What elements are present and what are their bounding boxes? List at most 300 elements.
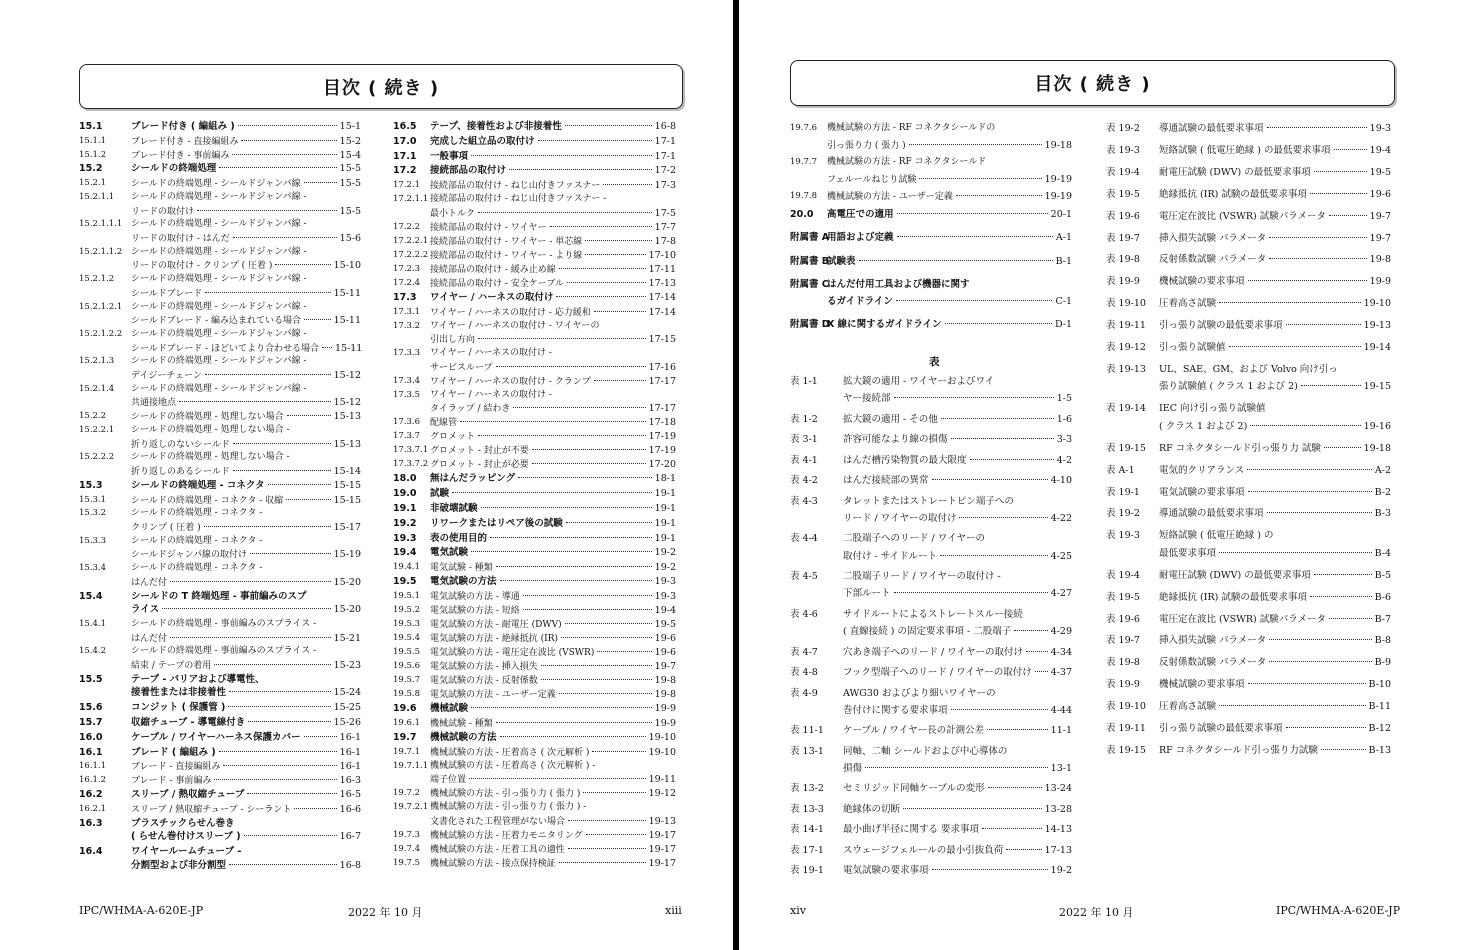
section-number: 19.6.1 [393,717,421,728]
table-number: 表 19-8 [1106,657,1140,669]
toc-entry [393,746,676,760]
section-number: 15.5 [79,673,103,685]
page-ref: 19-3 [654,591,676,602]
table-list-entry [1106,166,1391,184]
entry-title: 文書化された工程管理がない場合 [430,816,566,827]
entry-title: シールドブレード - ほどいてより合わせる場合 [131,343,319,354]
page-ref: B-4 [1374,547,1391,559]
dot-leader [1219,302,1361,303]
section-number: 19.7.8 [790,191,818,201]
entry-title: 最小トルク [430,208,475,219]
dot-leader [541,665,652,666]
page-title: 目次 ( 続き ) [79,64,683,109]
entry-title: プラスチックらせん巻き [131,817,235,829]
page-ref: 19-6 [654,633,676,644]
page-ref: B-6 [1374,591,1391,603]
entry-title: 挿入損失試験 パラメータ [1159,232,1267,244]
entry-title: シールドの終端処理 - コネクタ - 収縮 [131,495,284,506]
section-number: 19.5.5 [393,647,421,657]
dot-leader [566,522,652,523]
table-list-entry [1106,341,1391,359]
toc-entry [393,532,676,546]
toc-entry [79,817,361,844]
entry-title: 機械試験の方法 - 引っ張り力 ( 張力 ) - [430,802,587,813]
toc-entry [79,845,361,872]
section-number: 15.2.2 [79,411,107,422]
section-number: 17.1 [393,150,417,162]
entry-title: IEC 向け引っ張り試験値 [1159,403,1266,415]
dot-leader [1267,127,1367,128]
section-number: 19.4.1 [393,562,421,573]
page-ref: B-1 [1055,255,1072,267]
dot-leader [478,435,646,436]
dot-leader [518,477,652,478]
page-ref: 15-2 [339,135,361,147]
dot-leader [1035,671,1048,672]
page-ref: 1-6 [1056,413,1072,425]
section-number: 19.2 [393,517,417,529]
dot-leader [460,421,646,422]
toc-entry [393,760,676,787]
page-ref: 15-13 [333,411,361,423]
page-ref: 15-25 [333,702,361,714]
entry-title: 電気試験 [430,547,469,559]
toc-entry [393,546,676,560]
page-ref: 13-28 [1044,803,1072,815]
entry-title: 最低要求事項 [1159,547,1217,559]
entry-title: 拡大鏡の適用 - ワイヤーおよびワイ [843,376,995,387]
dot-leader [228,706,330,707]
page-ref: 15-14 [333,465,361,477]
dot-leader [204,526,331,527]
section-number: 15.3.3 [79,535,107,546]
table-list-entry [790,375,1072,409]
dot-leader [205,374,331,375]
page-ref: 17-17 [648,403,676,415]
dot-leader [1229,346,1361,347]
page-ref: 4-22 [1050,512,1072,524]
page-ref: 17-10 [648,249,676,261]
toc-entry [79,673,361,700]
section-number: 17.3.7 [393,431,421,442]
toc-entry [393,249,676,263]
table-number: 表 19-12 [1106,342,1146,353]
table-number: 表 4-4 [790,533,818,545]
table-list-entry [790,570,1072,604]
section-number: 17.2.2.1 [393,235,429,246]
table-number: 表 19-9 [1106,679,1140,691]
entry-title: 共通接地点 [131,398,177,409]
dot-leader [903,808,1042,809]
section-number: 19.7.4 [393,843,421,854]
section-number: 15.1 [79,121,103,132]
section-number: 19.3 [393,532,417,544]
page-ref: 19-19 [1044,191,1072,202]
entry-title: 機械試験の方法 [430,731,497,743]
toc-entry [393,291,676,305]
entry-title: 接続部品の取付け - 緩み止め線 [430,264,556,275]
toc-entry [79,273,361,300]
entry-title: RF コネクタシールド引っ張り力試験 [1159,744,1318,756]
entry-title: 反射係数試験 パラメータ [1159,657,1267,669]
toc-entry [79,162,361,176]
section-number: 17.3.6 [393,417,421,428]
section-number: 17.3.3 [393,348,421,359]
dot-leader [523,609,652,610]
page-ref: 15-20 [333,576,361,588]
entry-title: シールドの終端処理 - シールドジャンパ線 - [131,383,307,394]
page-ref: 15-11 [334,342,363,354]
table-number: 表 4-2 [790,475,818,487]
table-list-entry [1106,656,1391,674]
section-number: 19.6 [393,703,417,714]
entry-title: ( 直線接続 ) の固定要求事項 - 二股端子 [843,625,1012,637]
dot-leader [1219,705,1366,706]
toc-entry [393,263,676,277]
section-number: 15.4 [79,590,103,602]
section-number: 19.7.6 [790,123,818,133]
entry-title: 耐電圧試験 (DWV) の最低要求事項 [1159,569,1311,581]
entry-title: 非破壊試験 [430,503,478,514]
entry-title: シールドの終端処理 - 処理しない場合 - [131,452,290,463]
table-list-entry [1106,486,1391,504]
page-ref: 1-5 [1056,393,1072,405]
section-number: 17.0 [393,135,417,147]
dot-leader [304,736,337,737]
toc-entry [79,135,361,149]
table-number: 表 17-1 [790,844,824,856]
dot-leader [594,311,646,312]
footer-page-number: xiii [665,904,682,917]
entry-title: スウェージフェルールの最小引抜負荷 [843,844,1004,856]
dot-leader [532,463,646,464]
page-ref: B-5 [1374,569,1391,581]
page-ref: 17-20 [648,459,676,471]
page-ref: 19-9 [1369,276,1391,288]
section-number: 19.0 [393,488,417,500]
entry-title: 機械試験の方法 - RF コネクタシールドの [827,123,996,133]
table-list-entry [790,864,1072,881]
entry-title: 接続部品の取付け - 安全ケーブル [430,278,564,289]
dot-leader [490,537,652,538]
entry-title: ブレード付き ( 編組み ) [131,121,235,132]
dot-leader [1026,651,1048,652]
entry-title: 機械試験の方法 - 接点保持検証 [430,858,556,869]
entry-title: 電気試験の方法 - 挿入損失 [430,662,538,672]
toc-entry [79,701,361,715]
page-ref: 17-3 [654,180,676,192]
entry-title: 試験表 [827,255,856,267]
table-number: 表 19-14 [1106,403,1146,415]
page-ref: 19-18 [1363,442,1391,454]
table-list-entry [790,433,1072,450]
dot-leader [568,848,646,849]
section-number: 15.2.1.2.1 [79,301,123,312]
section-number: 附属書 D [790,319,830,330]
dot-leader [1329,618,1372,619]
toc-entry [393,660,676,674]
section-number: 17.3.2 [393,320,421,331]
dot-leader [909,144,1042,145]
toc-entry [393,561,676,575]
page-ref: 15-5 [339,163,361,175]
toc-entry [393,857,676,871]
entry-title: 引っ張り力 ( 張力 ) [827,140,906,151]
entry-title: ワイヤー / ハーネスの取付け - [430,348,552,359]
page-ref: 19-4 [654,605,676,616]
page-ref: A-2 [1374,464,1391,476]
page-ref: 19-9 [654,717,676,729]
page-ref: 15-21 [333,632,361,644]
dot-leader [304,319,331,320]
dot-leader [987,729,1048,730]
section-number: 15.2.1.1 [79,192,115,202]
section-number: 15.4.1 [79,619,107,629]
dot-leader [1269,639,1371,640]
toc-entry [790,122,1072,155]
table-number: 表 19-10 [1106,298,1146,310]
entry-title: ケーブル / ワイヤー長の計測公差 [843,725,985,737]
table-number: 表 3-1 [790,434,818,446]
section-number: 17.2.1 [393,180,421,191]
section-number: 18.0 [393,473,417,485]
toc-entry [393,590,676,604]
dot-leader [1248,280,1367,281]
dot-leader [322,347,332,348]
footer-doc-id: IPC/WHMA-A-620E-JP [79,904,204,917]
table-list-entry [1106,402,1391,437]
page-ref: 17-1 [654,150,676,162]
dot-leader [496,722,652,723]
page-ref: 19-5 [1369,166,1391,178]
section-number: 16.0 [79,731,103,743]
entry-title: シールドの終端処理 - シールドジャンパ線 - [131,301,307,312]
entry-title: 導通試験の最低要求事項 [1159,508,1264,520]
page-ref: 17-14 [648,291,676,303]
entry-title: 耐電圧試験 (DWV) の最低要求事項 [1159,166,1311,178]
dot-leader [248,721,330,722]
page-ref: 15-15 [333,494,361,506]
entry-title: 絶縁体の切断 [843,803,901,815]
section-number: 19.7.7 [790,157,818,167]
dot-leader [162,608,330,609]
entry-title: 電気試験の方法 - 電圧定在波比 (VSWR) [430,648,595,658]
footer-doc-id: IPC/WHMA-A-620E-JP [1276,904,1401,917]
entry-title: デイジーチェーン [131,370,202,381]
entry-title: 電気試験の方法 - ユーザー定義 [430,690,556,700]
toc-entry [79,301,361,328]
dot-leader [287,415,331,416]
table-list-entry [1106,613,1391,631]
page-ref: 19-1 [654,532,676,544]
entry-title: フェルールねじり試験 [827,174,917,185]
entry-title: シールドの終端処理 - シールドジャンパ線 - [131,274,307,285]
page-ref: 16-5 [339,789,361,800]
entry-title: 電気試験の方法 [430,576,497,588]
toc-entry [790,318,1072,335]
section-number: 16.2.1 [79,803,107,814]
entry-title: シールドの終端処理 - シールドジャンパ線 - [131,356,307,367]
table-list-entry [1106,144,1391,162]
section-number: 17.3.7.2 [393,459,429,470]
section-number: 17.3.4 [393,375,421,386]
page-ref: A-1 [1055,232,1072,243]
table-number: 表 13-3 [790,803,824,815]
entry-title: 同軸、二軸 シールドおよび中心導体の [843,745,1008,757]
dot-leader [1310,596,1372,597]
entry-title: グロメット - 封止が不要 [430,446,529,457]
page-ref: B-8 [1374,635,1391,647]
page-ref: 4-25 [1050,550,1072,562]
table-list-entry [1106,507,1391,525]
page-ref: 19-2 [1050,865,1072,877]
section-number: 17.2.1.1 [393,194,429,205]
section-number: 20.0 [790,208,814,220]
section-number: 15.2.1.2 [79,274,115,285]
page-ref: 15-4 [339,149,361,161]
entry-title: 一般事項 [430,150,469,162]
dot-leader [1324,447,1361,448]
toc-entry [393,164,676,178]
entry-title: 機械試験の方法 - ユーザー定義 [827,192,953,202]
toc-entry [79,535,361,562]
toc-entry [393,487,676,501]
toc-entry [393,135,676,149]
toc-entry [79,410,361,424]
section-number: 17.2.2.2 [393,249,429,260]
page-ref: B-2 [1374,486,1391,498]
dot-leader [214,779,336,780]
toc-entry [393,517,676,531]
toc-entry [79,590,361,617]
dot-leader [894,592,1048,593]
right-page [739,0,1474,950]
dot-leader [941,418,1054,419]
section-number: 17.2 [393,165,417,177]
table-number: 表 19-13 [1106,363,1146,375]
entry-title: 機械試験の方法 - 圧着工具の適性 [430,844,565,855]
table-list-entry [1106,591,1391,609]
toc-entry [393,221,676,235]
entry-title: リワークまたはリペア後の試験 [430,517,563,529]
footer-date: 2022 年 10 月 [1059,906,1134,919]
page-ref: 19-16 [1363,420,1391,432]
entry-title: 導通試験の最低要求事項 [1159,123,1264,134]
dot-leader [233,443,331,444]
table-list-entry [790,823,1072,840]
page-ref: 19-8 [654,675,676,686]
entry-title: タレットまたはストレートピン端子への [843,495,1014,507]
page-ref: 4-37 [1050,667,1072,678]
section-number: 15.2.1.1.2 [79,246,123,257]
page-ref: 15-1 [339,121,361,132]
section-number: 19.7.3 [393,829,421,840]
entry-title: クリンプ ( 圧着 ) [131,522,201,533]
dot-leader [205,292,330,293]
toc-entry [393,458,676,472]
page-ref: 17-7 [654,221,676,233]
dot-leader [452,492,652,493]
table-list-entry [790,413,1072,430]
page-ref: 16-1 [339,761,361,773]
table-list-entry [790,803,1072,820]
page-ref: 19-7 [1369,210,1391,222]
table-list-entry [1106,700,1391,718]
entry-title: シールドの T 終端処理 - 事前編みのスプ [131,590,307,602]
section-number: 17.3 [393,291,417,303]
dot-leader [513,407,645,408]
dot-leader [275,264,330,265]
entry-title: AWG30 およびより細いワイヤーの [843,687,996,699]
page-ref: 19-7 [1369,232,1391,244]
entry-title: 圧着高さ試験 [1159,298,1217,310]
entry-title: 配線管 [430,418,458,429]
entry-title: 試験 [430,488,450,500]
footer-page-number: xiv [790,904,806,917]
page-ref: 15-13 [333,438,361,450]
dot-leader [1269,258,1366,259]
section-number: 15.2.1.1.1 [79,219,123,230]
section-number: 19.5.7 [393,675,421,685]
toc-entry [790,156,1072,189]
dot-leader [500,736,646,737]
section-number: 15.3 [79,479,103,491]
table-number: 表 19-9 [1106,276,1140,288]
entry-title: シールドジャンパ線の取付け [131,550,248,561]
dot-leader [559,862,646,863]
dot-leader [970,459,1054,460]
toc-entry [393,575,676,589]
page-ref: 4-27 [1050,588,1072,600]
entry-title: 電気試験の要求事項 [843,865,929,877]
table-list-entry [790,608,1072,642]
page-ref: 17-15 [648,334,676,346]
page-ref: 19-12 [648,788,676,800]
section-number: 19.5.2 [393,605,421,615]
page-ref: 16-8 [654,121,676,132]
page-ref: 15-11 [333,287,361,299]
table-number: 表 19-1 [1106,486,1140,498]
toc-entry [79,177,361,191]
page-ref: 15-19 [333,549,361,561]
dot-leader [471,551,652,552]
dot-leader [1310,193,1367,194]
dot-leader [932,869,1048,870]
dot-leader [1269,237,1366,238]
section-number: 17.2.4 [393,277,421,288]
table-list-entry [1106,464,1391,482]
entry-title: ブレード付き - 直接編組み [131,136,239,147]
dot-leader [951,709,1048,710]
entry-title: ブレード - 事前編み [131,776,212,787]
toc-entry [393,717,676,731]
section-number: 16.2 [79,789,103,800]
page-ref: 19-1 [654,517,676,529]
table-number: 表 19-8 [1106,254,1140,266]
dot-leader [859,260,1053,261]
toc-entry [79,328,361,355]
entry-title: 張り試験値 ( クラス 1 および 2) [1159,381,1298,393]
dot-leader [1014,630,1047,631]
section-number: 19.7 [393,731,417,743]
table-list-entry [1106,210,1391,228]
toc-entry [79,479,361,493]
dot-leader [223,765,336,766]
entry-title: シールドの終端処理 - シールドジャンパ線 - [131,329,307,339]
dot-leader [559,268,646,269]
left-page [0,0,733,950]
entry-title: テープ、接着性および非接着性 [430,121,562,132]
